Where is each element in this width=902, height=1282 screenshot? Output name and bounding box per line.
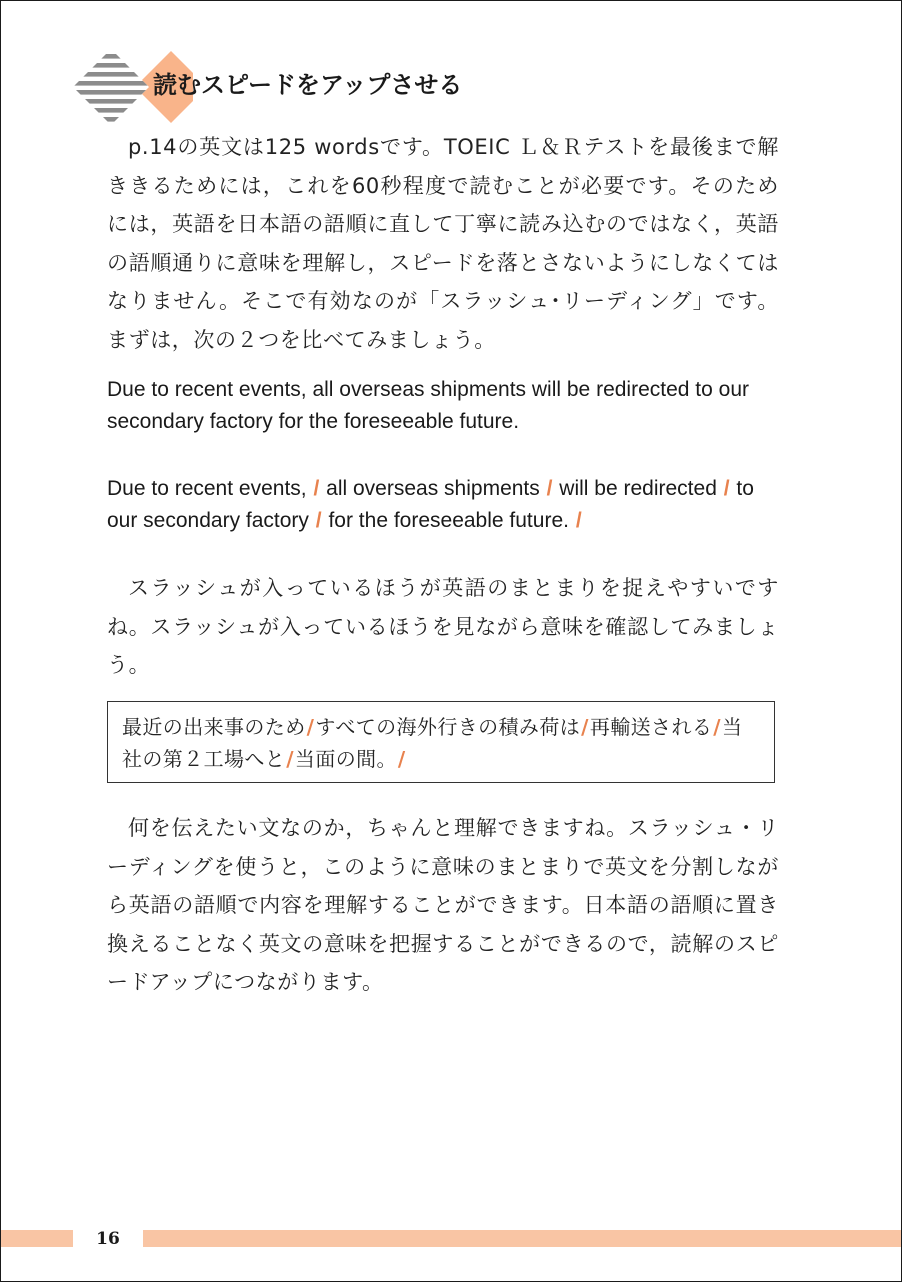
slash-mark: / — [286, 747, 294, 771]
english-chunk: Due to recent events, — [107, 477, 307, 500]
slash-mark: / — [546, 477, 553, 500]
english-chunk: for the foreseeable future. — [328, 509, 569, 532]
english-chunk: all overseas shipments — [326, 477, 540, 500]
english-chunk: will be redirected — [559, 477, 717, 500]
middle-paragraph: スラッシュが入っているほうが英語のまとまりを捉えやすいですね。スラッシュが入っているほうを見ながら意味を確認してみましょう。 — [107, 576, 779, 677]
slash-mark: / — [313, 477, 320, 500]
slash-mark: / — [397, 747, 406, 771]
section-heading — [73, 49, 593, 125]
japanese-chunk: 当社の第２工場へと — [122, 715, 743, 771]
closing-paragraph: 何を伝えたい文なのか，ちゃんと理解できますね。スラッシュ・リーディングを使うと，このように意味のまとまりで英文を分割しながら英語の語順で内容を理解することができます。日本語の語順に置き換えることなく英文の意味を把握することができるので，読解のスピードアップにつながります。 — [107, 816, 779, 994]
section-title: 読むスピードをアップさせる — [153, 71, 463, 99]
page-number: 16 — [96, 1229, 120, 1249]
english-sentence-slashed — [107, 473, 787, 537]
japanese-chunk: 当面の間。 — [294, 747, 397, 771]
english-sentence-plain: Due to recent events, all overseas shipments will be redirected to our secondary factory for the foreseeable future. — [107, 378, 749, 433]
translation-text — [122, 711, 760, 775]
japanese-chunk: すべての海外行きの積み荷は — [315, 715, 581, 739]
slash-mark: / — [575, 509, 582, 532]
english-chunk: to our secondary factory — [107, 477, 754, 532]
translation-box — [107, 701, 775, 783]
intro-paragraph: p.14の英文は125 wordsです。TOEIC Ｌ＆Ｒテストを最後まで解ききるためには，これを60秒程度で読むことが必要です。そのためには，英語を日本語の語順に直して丁寧に読み込むのではなく，英語の語順通りに意味を理解し，スピードを落とさないようにしなくてはなりません。そこで有効なのが「スラッシュ･リーディング」です。まずは，次の２つを比べてみましょう。 — [107, 135, 779, 352]
slash-mark: / — [315, 509, 322, 532]
slash-mark: / — [581, 715, 589, 739]
slash-mark: / — [723, 477, 730, 500]
footer-bar-left — [1, 1230, 73, 1247]
footer-bar-right — [143, 1230, 901, 1247]
japanese-chunk: 再輸送される — [589, 715, 713, 739]
japanese-chunk: 最近の出来事のため — [122, 715, 306, 739]
slash-mark: / — [306, 715, 315, 739]
slash-mark: / — [713, 715, 721, 739]
